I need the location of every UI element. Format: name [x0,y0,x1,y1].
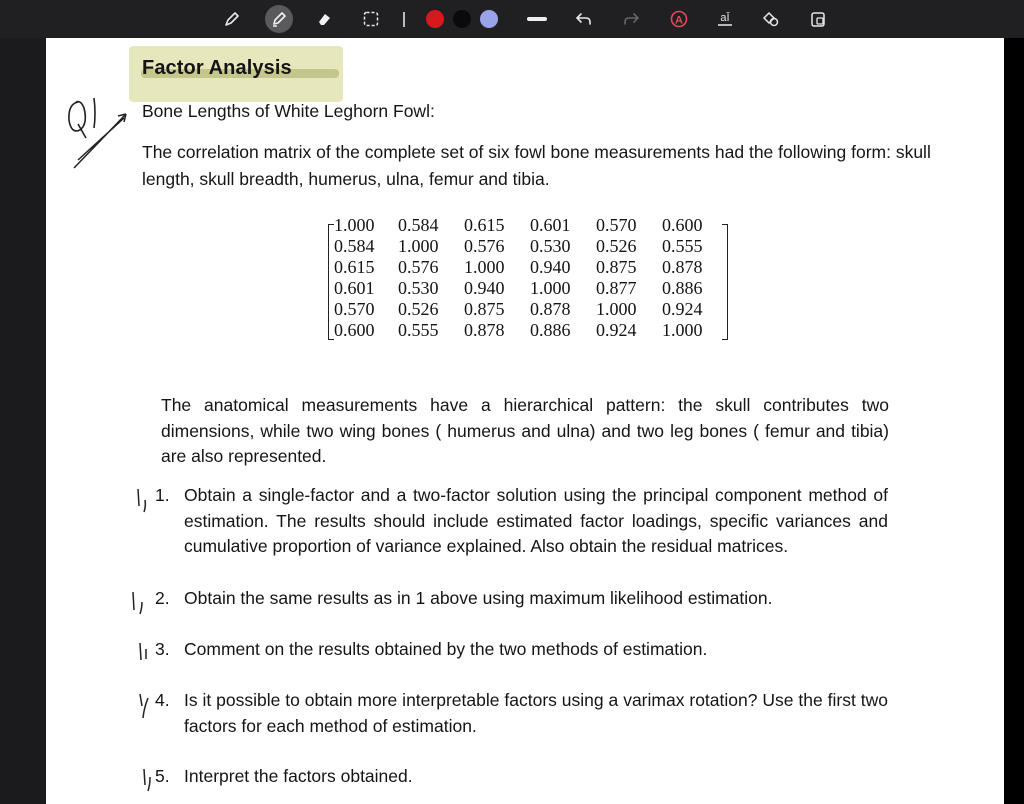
matrix-cell: 0.601 [334,278,375,298]
lasso-select-icon[interactable] [357,5,385,33]
shapes-icon[interactable] [757,5,785,33]
question-text: Is it possible to obtain more interpretable factors using a varimax rotation? Use the first two factors for each method of estimation. [184,690,888,736]
eraser-icon[interactable] [310,5,338,33]
redo-icon[interactable] [617,5,645,33]
matrix-cell: 0.877 [596,278,637,298]
document-page [46,38,1004,804]
question-text: Obtain the same results as in 1 above using maximum likelihood estimation. [184,588,773,608]
matrix-cell: 0.526 [398,299,439,319]
matrix-cell: 0.878 [464,320,505,340]
matrix-cell: 1.000 [530,278,571,298]
matrix-cell: 1.000 [464,257,505,277]
undo-icon[interactable] [570,5,598,33]
question-number: 5. [155,766,170,786]
subtitle: Bone Lengths of White Leghorn Fowl: [142,101,435,121]
matrix-cell: 1.000 [334,215,375,235]
handwritten-mark-5 [140,765,160,795]
matrix-cell: 0.940 [464,278,505,298]
matrix-cell: 1.000 [596,299,637,319]
matrix-cell: 0.530 [398,278,439,298]
matrix-cell: 0.530 [530,236,571,256]
matrix-cell: 0.886 [662,278,703,298]
matrix-cell: 0.600 [662,215,703,235]
translate-icon[interactable] [711,5,739,33]
matrix-bracket-right [722,224,728,340]
matrix-cell: 0.924 [662,299,703,319]
handwritten-mark-4 [136,690,156,720]
handwritten-mark-1 [134,486,154,516]
matrix-cell: 0.886 [530,320,571,340]
handwritten-mark-2 [129,588,149,618]
matrix-cell: 0.601 [530,215,571,235]
matrix-cell: 0.570 [596,215,637,235]
matrix-cell: 0.576 [464,236,505,256]
svg-text:aĪ: aĪ [720,12,730,24]
matrix-cell: 1.000 [398,236,439,256]
matrix-cell: 0.570 [334,299,375,319]
matrix-cell: 0.555 [398,320,439,340]
intro-paragraph: The correlation matrix of the complete set of six fowl bone measurements had the following form: skull length, skull breadth, humerus, ulna, femur and tibia. [142,142,931,189]
matrix-row [334,299,728,320]
question-text: Obtain a single-factor and a two-factor solution using the principal component method of estimation. The results should include estimated factor loadings, specific variances and cumulative proportion of variance explained. Also obtain the residual matrices. [184,485,888,556]
highlighter-icon[interactable] [265,5,293,33]
matrix-cell: 0.875 [464,299,505,319]
annotation-toolbar [0,0,1024,38]
matrix-cell: 0.600 [334,320,375,340]
question-number: 1. [155,485,170,505]
text-recognize-icon[interactable] [665,5,693,33]
matrix-row [334,278,728,299]
color-swatch-black[interactable] [453,10,471,28]
matrix-cell: 0.555 [662,236,703,256]
matrix-cell: 0.526 [596,236,637,256]
matrix-row [334,215,728,236]
hierarchy-paragraph: The anatomical measurements have a hierarchical pattern: the skull contributes two dimensions, while two wing bones ( humerus and ulna) and two leg bones ( femur and tibia) are also represented. [161,395,889,466]
matrix-table [334,215,728,341]
matrix-cell: 0.615 [334,257,375,277]
matrix-cell: 0.584 [398,215,439,235]
color-swatch-lavender[interactable] [480,10,498,28]
correlation-matrix [328,215,728,345]
question-number: 3. [155,639,170,659]
toolbar-divider [403,12,405,27]
matrix-cell: 0.878 [530,299,571,319]
page-title: Factor Analysis [142,57,292,79]
svg-text:A: A [675,14,683,27]
matrix-cell: 0.875 [596,257,637,277]
matrix-row [334,236,728,257]
page-edge [1004,38,1024,804]
color-swatch-red[interactable] [426,10,444,28]
export-icon[interactable] [804,5,832,33]
question-number: 2. [155,588,170,608]
matrix-cell: 0.940 [530,257,571,277]
matrix-cell: 1.000 [662,320,703,340]
matrix-row [334,320,728,341]
question-text: Interpret the factors obtained. [184,766,413,786]
handwritten-q1-annotation [64,94,134,174]
stroke-width-icon[interactable] [527,17,547,21]
handwritten-mark-3 [136,639,156,669]
matrix-cell: 0.615 [464,215,505,235]
question-number: 4. [155,690,170,710]
matrix-cell: 0.576 [398,257,439,277]
matrix-cell: 0.924 [596,320,637,340]
pen-icon[interactable] [218,5,246,33]
matrix-cell: 0.878 [662,257,703,277]
matrix-cell: 0.584 [334,236,375,256]
question-text: Comment on the results obtained by the two methods of estimation. [184,639,708,659]
matrix-row [334,257,728,278]
